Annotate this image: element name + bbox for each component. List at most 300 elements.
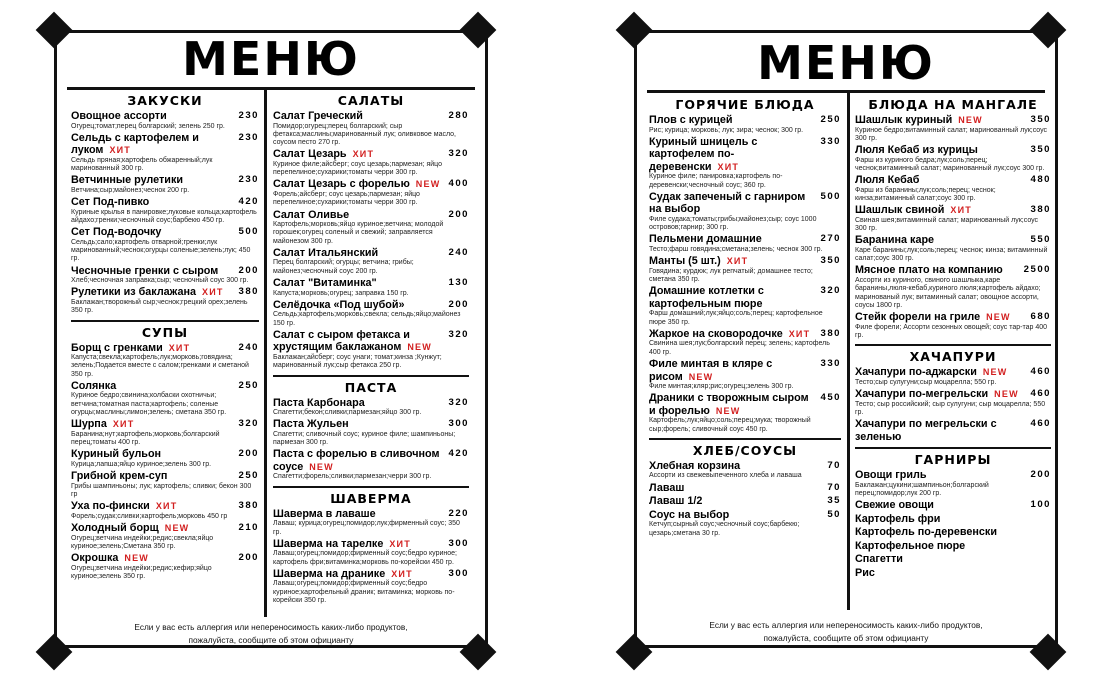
menu-item-name: [855, 513, 1051, 526]
menu-column-right: [855, 95, 1051, 580]
menu-item: [855, 264, 1051, 310]
menu-item-title: Люля Кебаб из курицы: [855, 144, 978, 157]
section-divider: [855, 447, 1051, 449]
menu-item-price: 50: [827, 508, 841, 520]
menu-item-badge: NEW: [986, 312, 1011, 323]
menu-item-name: [273, 397, 444, 410]
menu-item-price: 460: [1030, 418, 1051, 430]
menu-item-badge: ХИТ: [112, 419, 135, 430]
menu-item-title: Салат Итальянский: [273, 246, 379, 259]
menu-item-title: Паста Карбонара: [273, 396, 365, 409]
menu-item-name: [855, 469, 1026, 482]
menu-item-name: [71, 265, 234, 278]
menu-item-row: [71, 196, 259, 209]
menu-item-badge: ХИТ: [717, 161, 740, 172]
menu-item-name: [273, 148, 444, 161]
menu-item-description: Свинина шея;лук;болгарский перец; зелень; картофель 400 гр.: [649, 340, 830, 356]
menu-item-row: [855, 264, 1051, 277]
menu-item-description: Рис; курица; морковь; лук; зира; чеснок; 300 гр.: [649, 126, 804, 134]
page-title: МЕНЮ: [757, 36, 935, 90]
menu-item-description: Ассорти из куриного, свиного шашлыка,каре баранины,люля-кебаб,куриного люля;картофель айдахо; маринованый лук; витаминный салат; овощное ассорти, соусы 1800 гр.: [855, 276, 1041, 309]
section-divider: [273, 486, 469, 488]
menu-item: [273, 178, 469, 207]
menu-item: [71, 196, 259, 225]
menu-item-description: Куриное бедро;витаминный салат; маринованный лук;соус 300 гр.: [855, 126, 1048, 142]
menu-item-badge: ХИТ: [352, 149, 375, 160]
menu-item: [649, 136, 841, 190]
menu-item: [273, 209, 469, 246]
menu-item-description: Капуста;свекла;картофель;лук;морковь;говядина; зелень;Подается вместе с салом;гренками и сметаной 350 гр.: [71, 354, 249, 378]
column-divider: [847, 90, 850, 610]
menu-item-description: Свиная шея;витаминный салат; маринованный лук;соус 300 гр.: [855, 216, 1039, 233]
menu-item-description: Куриное бедро;свинина;колбаски охотничьи; ветчина;томатная паста;картофель; соленые огурцы;маслины;лимон;зелень; сметана 350 гр.: [71, 392, 227, 417]
menu-item-row: [71, 380, 259, 393]
menu-item: [649, 285, 841, 327]
menu-item-description: Филе минтая;кляр;рис;огурец;зелень 300 гр.: [649, 383, 794, 391]
menu-item-price: 320: [448, 148, 469, 160]
menu-item-row: [273, 247, 469, 260]
menu-item: [855, 366, 1051, 387]
menu-item-title: Овощное ассорти: [71, 110, 167, 122]
menu-item-description: Огурец;ветчина индейки;редис;свекла;яйцо куриное;зелень;Сметана 350 гр.: [71, 534, 214, 550]
menu-item-badge: ХИТ: [788, 328, 811, 339]
menu-item-title: Шаверма на тарелке: [273, 537, 384, 550]
menu-item-description: Огурец;томат;перец болгарский; зелень 250 гр.: [71, 122, 225, 130]
menu-item-price: 200: [238, 264, 259, 276]
menu-item-title: Салат Цезарь с форелью: [273, 178, 410, 191]
menu-item-price: 300: [448, 537, 469, 549]
menu-item-badge: ХИТ: [391, 568, 413, 579]
menu-item-description: Кетчуп;сырный соус;чесночный соус;барбекю; цезарь;сметана 30 гр.: [649, 521, 800, 537]
menu-item-badge: NEW: [688, 371, 714, 382]
menu-item-description: Картофель;морковь;яйцо куриное;ветчина; молодой горошек;огурец соленый и свежий; заправляется майонезом 300 гр.: [273, 221, 444, 245]
menu-item: [649, 328, 841, 357]
menu-item-row: [71, 132, 259, 157]
menu-item-price: 680: [1030, 311, 1051, 323]
menu-item-row: [649, 136, 841, 174]
menu-item-title: Холодный борщ: [71, 522, 159, 535]
menu-item-price: 380: [238, 286, 259, 298]
menu-item: [855, 174, 1051, 203]
menu-item-title: Шашлык свиной: [855, 204, 945, 217]
menu-item-title: Уха по-фински: [71, 500, 150, 513]
section-title: ХАЧАПУРИ: [909, 349, 997, 365]
menu-item-badge: ХИТ: [155, 501, 178, 512]
menu-item-title: Лаваш: [649, 481, 685, 494]
menu-item-price: 210: [238, 522, 259, 534]
menu-item: [71, 132, 259, 174]
menu-item: [71, 500, 259, 521]
menu-item-title: Хачапури по-мегрельски: [855, 388, 989, 401]
menu-item-row: [71, 342, 259, 355]
menu-item-description: Ветчина;сыр;майонез;чеснок 200 гр.: [71, 186, 190, 194]
section-divider: [855, 344, 1051, 346]
menu-item-title: Салат "Витаминка": [273, 277, 377, 290]
menu-item: [855, 234, 1051, 263]
menu-item-description: Перец болгарский; огурцы; ветчина; грибы; майонез;чесночный соус 200 гр.: [273, 259, 414, 275]
menu-item-price: 70: [827, 481, 841, 493]
menu-item-name: [855, 144, 1026, 157]
menu-item: [855, 388, 1051, 417]
menu-item-row: [71, 226, 259, 239]
menu-item-price: 350: [820, 255, 841, 267]
menu-item: [649, 495, 841, 508]
menu-item-price: 330: [820, 135, 841, 147]
menu-item-name: [71, 500, 234, 513]
menu-item-title: Рис: [855, 566, 875, 579]
section-title: ГАРНИРЫ: [914, 452, 992, 468]
menu-item-name: [855, 526, 1051, 539]
menu-item-title: Хачапури по-аджарски: [855, 366, 977, 379]
menu-item-row: [273, 209, 469, 222]
menu-item-description: Тесто;сыр сулугуни;сыр моцарелла; 550 гр.: [855, 378, 997, 386]
menu-item-description: Куриное филе;айсберг; соус цезарь;пармезан; яйцо перепелиное;сухарики;томаты черри 300 гр.: [273, 160, 442, 177]
menu-item-title: Баранина каре: [855, 234, 935, 247]
menu-item-row: [649, 460, 841, 473]
menu-item-description: Фарш домашний;лук;яйцо;соль;перец; картофельное пюре 350 гр.: [649, 310, 823, 326]
menu-item-description: Огурец;ветчина индейки;редис;кефир;яйцо куриное;зелень 350 гр.: [71, 564, 212, 581]
menu-item: [273, 397, 469, 418]
menu-item-badge: NEW: [309, 461, 334, 472]
menu-item-description: Лаваш;огурец;помидор;фирменный соус;бедро куриное;картофельный драник; витаминка; морковь по-корейски 350 гр.: [273, 580, 455, 605]
menu-item-description: Картофель;лук;яйцо;соль;перец;мука; творожный сыр;форель; сливочный соус 450 гр.: [649, 417, 811, 433]
menu-item-name: [649, 285, 816, 310]
menu-item-row: [273, 277, 469, 290]
menu-item-name: [273, 448, 444, 473]
menu-item-price: 320: [238, 418, 259, 430]
section-title: ГОРЯЧИЕ БЛЮДА: [675, 97, 815, 112]
menu-item-title: Мясное плато на компанию: [855, 264, 1003, 277]
menu-item-name: [71, 132, 234, 157]
allergy-notice-line2: пожалуйста, сообщите об этом официанту: [188, 635, 354, 645]
menu-item-title: Картофель фри: [855, 512, 941, 525]
menu-item-title: Спагетти: [855, 553, 903, 566]
menu-item-price: 300: [448, 418, 469, 430]
menu-item-row: [855, 526, 1051, 539]
menu-item-row: [855, 174, 1051, 187]
menu-item-price: 250: [238, 470, 259, 482]
menu-item-name: [855, 174, 1026, 187]
menu-item-price: 230: [238, 131, 259, 143]
menu-item-price: 200: [238, 552, 259, 564]
menu-item-title: Шаверма в лаваше: [273, 507, 376, 520]
menu-item-name: [273, 178, 444, 191]
menu-item-badge: NEW: [124, 553, 150, 564]
section-title: ШАВЕРМА: [330, 490, 412, 506]
menu-item-price: 460: [1030, 388, 1051, 400]
allergy-notice-line2: пожалуйста, сообщите об этом официанту: [763, 633, 929, 643]
menu-item: [649, 114, 841, 135]
menu-item-name: [71, 552, 234, 565]
menu-item: [273, 110, 469, 147]
menu-item-name: [71, 448, 234, 461]
menu-item-row: [855, 204, 1051, 217]
menu-item-title: Салат Греческий: [273, 110, 363, 122]
menu-item-row: [649, 392, 841, 417]
menu-item-description: Куриное филе; панировка;картофель по-деревенски;чесночный соус; 360 гр.: [649, 173, 783, 189]
section-title: САЛАТЫ: [337, 93, 405, 108]
menu-item-row: [855, 311, 1051, 324]
menu-item-name: [273, 418, 444, 431]
section-title: ПАСТА: [344, 379, 398, 395]
section-title: БЛЮДА НА МАНГАЛЕ: [868, 97, 1038, 112]
menu-item-description: Грибы шампиньоны; лук; картофель; сливки; бекон 300 гр: [71, 482, 252, 499]
menu-item-badge: NEW: [958, 115, 983, 125]
menu-item-badge: NEW: [715, 405, 741, 416]
menu-item-name: [71, 380, 234, 393]
menu-item-name: [855, 567, 1051, 580]
menu-item-name: [649, 255, 816, 268]
menu-item-name: [273, 568, 444, 581]
menu-item-price: 100: [1030, 499, 1051, 511]
menu-item-price: 270: [820, 233, 841, 245]
menu-item-price: 420: [238, 196, 259, 208]
menu-item-row: [855, 388, 1051, 401]
menu-item: [71, 522, 259, 551]
menu-column-left: [71, 91, 259, 582]
menu-item-description: Тесто; сыр российский; сыр сулугуни; сыр моцарелла; 550 гр.: [855, 400, 1046, 416]
section-title: ЗАКУСКИ: [127, 93, 203, 108]
menu-item: [71, 110, 259, 131]
menu-item-name: [855, 114, 1026, 127]
page-title: МЕНЮ: [182, 32, 360, 86]
menu-item-description: Каре баранины;лук;соль;перец; чеснок; кинза; витаминный салат;соус 300 гр.: [855, 246, 1048, 263]
menu-item: [855, 513, 1051, 526]
menu-item: [273, 568, 469, 605]
menu-item-name: [855, 388, 1026, 401]
menu-item-row: [649, 509, 841, 522]
menu-item-description: Баклажан;творожный сыр;чеснок;грецкий орех;зелень 350 гр.: [71, 298, 248, 315]
menu-item-name: [649, 392, 816, 417]
menu-item: [649, 255, 841, 284]
column-divider: [264, 87, 267, 617]
menu-item-price: 400: [448, 178, 469, 190]
menu-item-description: Баклажан;цукини;шампиньон;болгарский перец;помидор;лук 200 гр.: [855, 481, 989, 497]
menu-item-description: Сельдь;сало;картофель отварной;гренки;лук маринованный;чеснок;огурцы соленые;зелень;лук; 450 гр.: [71, 238, 251, 263]
menu-item-title: Хлебная корзина: [649, 459, 741, 472]
menu-item-description: Сельдь пряная;картофель обжаренный;лук маринованный 300 гр.: [71, 156, 213, 173]
menu-item-description: Спагетти;бекон;сливки;пармезан;яйцо 300 гр.: [273, 409, 422, 417]
menu-item-row: [649, 358, 841, 383]
menu-item-price: 350: [1030, 114, 1051, 125]
menu-item-description: Курица;лапша;яйцо куриное;зелень 300 гр.: [71, 460, 212, 468]
menu-item-name: [273, 277, 444, 290]
menu-item-price: 230: [238, 110, 259, 121]
menu-item-price: 300: [448, 567, 469, 579]
title-divider: [67, 87, 475, 90]
menu-item-title: Окрошка: [71, 552, 119, 565]
menu-item-name: [71, 470, 234, 483]
menu-item-row: [273, 508, 469, 521]
menu-item-name: [273, 110, 444, 123]
menu-item-description: Баранина;нут;картофель;морковь;болгарский перец;томаты 400 гр.: [71, 430, 220, 447]
menu-item-description: Тесто;фарш говядина;сметана;зелень; чеснок 300 гр.: [649, 245, 823, 253]
menu-item: [71, 418, 259, 447]
menu-item-price: 320: [820, 285, 841, 297]
menu-item-name: [71, 226, 234, 239]
menu-item-row: [855, 499, 1051, 512]
menu-item: [855, 553, 1051, 566]
menu-item-name: [649, 460, 823, 473]
menu-item-name: [649, 358, 816, 383]
allergy-notice: [637, 619, 1055, 645]
menu-item-badge: NEW: [982, 367, 1008, 378]
menu-item-badge: NEW: [994, 389, 1019, 400]
menu-item-row: [855, 234, 1051, 247]
menu-item-row: [649, 495, 841, 508]
menu-item: [855, 469, 1051, 498]
menu-item-title: Паста Жульен: [273, 418, 349, 431]
menu-item: [273, 538, 469, 567]
menu-item-title: Лаваш 1/2: [649, 495, 703, 508]
menu-item-name: [273, 329, 444, 354]
menu-item-description: Капуста;морковь;огурец; заправка 150 гр.: [273, 289, 409, 297]
menu-item-name: [71, 196, 234, 209]
menu-item-description: Хлеб;чесночная заправка;сыр; чесночный соус 300 гр.: [71, 277, 249, 285]
menu-item-title: Стейк форели на гриле: [855, 311, 981, 324]
menu-item-title: Чесночные гренки с сыром: [71, 264, 219, 277]
allergy-notice-line1: Если у вас есть аллергия или непереносимость каких-либо продуктов,: [709, 620, 983, 630]
menu-column-right: [273, 91, 469, 606]
menu-item-description: Филе форели; Ассорти сезонных овощей; соус тар-тар 400 гр.: [855, 323, 1047, 339]
menu-item-row: [71, 110, 259, 123]
menu-item: [71, 265, 259, 286]
menu-item-description: Спагетти; сливочный соус; куриное филе; шампиньоны; пармезан 300 гр.: [273, 430, 456, 447]
menu-item-price: 240: [238, 341, 259, 353]
menu-item-badge: ХИТ: [202, 287, 224, 298]
menu-item-name: [71, 342, 234, 355]
menu-item-price: 500: [238, 226, 259, 238]
menu-item-row: [855, 366, 1051, 379]
menu-item-row: [71, 174, 259, 187]
menu-item-row: [71, 265, 259, 278]
menu-item-description: Лаваш;огурец;помидор;фирменный соус;бедро куриное; картофель фри;витаминка;морковь по-корейски 450 гр.: [273, 550, 458, 566]
menu-item-row: [71, 500, 259, 513]
menu-item-title: Шаверма на дранике: [273, 567, 386, 580]
menu-item: [649, 509, 841, 538]
menu-item: [855, 418, 1051, 443]
menu-item-row: [273, 299, 469, 312]
menu-item-row: [855, 418, 1051, 443]
menu-item-title: Шашлык куриный: [855, 114, 953, 126]
menu-item-row: [649, 233, 841, 246]
menu-item-title: Плов с курицей: [649, 114, 733, 126]
menu-item-row: [649, 328, 841, 341]
menu-item-price: 200: [1030, 469, 1051, 481]
menu-page-1: [54, 30, 488, 648]
menu-item-title: Хачапури по мегрельски с зеленью: [855, 418, 997, 443]
menu-item-row: [71, 522, 259, 535]
menu-item-price: 200: [238, 448, 259, 460]
menu-item-name: [71, 110, 234, 123]
menu-item-title: Пельмени домашние: [649, 233, 762, 246]
menu-item-price: 380: [238, 500, 259, 512]
menu-item-title: Салат Оливье: [273, 208, 350, 221]
menu-item-title: Салат с сыром фетакса и хрустящим баклажаном: [273, 328, 410, 354]
menu-item-name: [273, 538, 444, 551]
menu-item-title: Жаркое на сковородочке: [649, 327, 783, 340]
menu-item-badge: NEW: [164, 523, 190, 534]
menu-item-title: Картофельное пюре: [855, 539, 966, 552]
menu-item: [273, 508, 469, 537]
menu-item-title: Ветчинные рулетики: [71, 174, 183, 187]
menu-item: [855, 144, 1051, 173]
menu-item-price: 380: [820, 327, 841, 339]
menu-item-title: Судак запеченый с гарниром на выбор: [649, 190, 806, 216]
menu-item-price: 330: [820, 358, 841, 370]
menu-item-name: [273, 247, 444, 260]
menu-item-name: [649, 495, 823, 508]
menu-item-name: [649, 191, 816, 216]
menu-item-row: [71, 286, 259, 299]
menu-item-description: Филе судака;томаты;грибы;майонез;сыр; соус 1000 островов;гарнир; 300 гр.: [649, 215, 817, 232]
menu-item-title: Рулетики из баклажана: [71, 286, 197, 299]
menu-item: [855, 499, 1051, 512]
menu-item: [273, 418, 469, 447]
menu-item-title: Борщ с гренками: [71, 341, 163, 354]
section-divider: [273, 375, 469, 377]
menu-item: [649, 482, 841, 495]
menu-item: [273, 148, 469, 177]
title-divider: [647, 90, 1045, 93]
menu-item-title: Салат Цезарь: [273, 148, 347, 161]
menu-item: [273, 329, 469, 371]
menu-item-description: Помидор;огурец;перец болгарский; сыр фетакса;маслины;маринованный лук; оливковое масло, соусом песто 270 гр.: [273, 122, 456, 147]
menu-item-name: [855, 234, 1026, 247]
menu-item: [649, 358, 841, 391]
menu-item: [649, 191, 841, 233]
menu-item-title: Грибной крем-суп: [71, 470, 168, 483]
section-divider: [71, 320, 259, 322]
menu-item-row: [649, 114, 841, 127]
menu-item-name: [273, 508, 444, 521]
menu-item-price: 230: [238, 174, 259, 186]
menu-item-row: [855, 540, 1051, 553]
menu-item: [71, 380, 259, 417]
menu-item-name: [649, 114, 816, 127]
menu-item-name: [855, 366, 1026, 379]
menu-item-name: [649, 328, 816, 341]
menu-item-title: Куриный шницель с картофелем по-деревенски: [649, 135, 758, 173]
menu-item-row: [855, 553, 1051, 566]
menu-item-name: [649, 233, 816, 246]
menu-item-row: [649, 255, 841, 268]
menu-item-row: [273, 568, 469, 581]
menu-item-name: [273, 209, 444, 222]
menu-item-name: [273, 299, 444, 312]
menu-item-badge: ХИТ: [389, 538, 411, 549]
menu-item: [273, 247, 469, 276]
allergy-notice: [57, 621, 485, 647]
menu-item-name: [855, 204, 1026, 217]
menu-item-row: [273, 329, 469, 354]
menu-item-description: Форель;айсберг; соус цезарь;пармезан; яйцо перепелиное;сухарики;томаты черри 300 гр.: [273, 190, 420, 207]
section-title: ХЛЕБ/СОУСЫ: [692, 442, 798, 458]
menu-item-row: [273, 110, 469, 123]
menu-item-price: 550: [1030, 234, 1051, 246]
menu-item-row: [71, 470, 259, 483]
menu-item-name: [71, 174, 234, 187]
menu-item: [649, 460, 841, 481]
menu-item-name: [71, 522, 234, 535]
section-divider: [649, 438, 841, 440]
menu-item: [649, 392, 841, 434]
menu-item-price: 2500: [1023, 264, 1051, 276]
menu-item-description: Куриные крылья в панировке;луковые кольца;картофель айдахо;гренки;чесночный соус;барбекю 450 гр.: [71, 208, 257, 224]
menu-item-badge: NEW: [415, 179, 441, 190]
menu-item-name: [649, 482, 823, 495]
menu-item-price: 420: [448, 448, 469, 460]
